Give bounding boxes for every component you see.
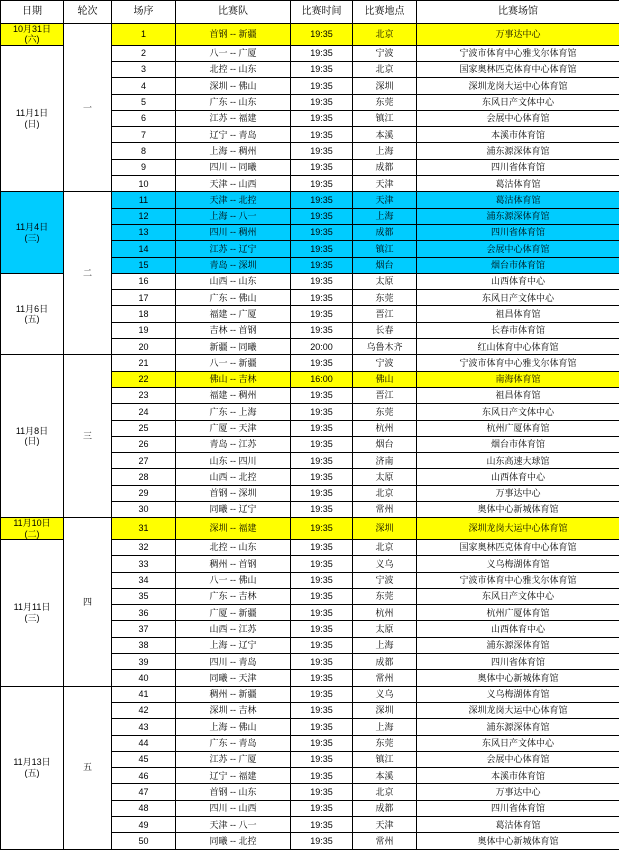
time-cell: 19:35 — [291, 322, 353, 338]
teams-cell: 辽宁 -- 福建 — [176, 768, 291, 784]
game-no-cell: 18 — [112, 306, 176, 322]
venue-cell: 义乌梅湖体育馆 — [417, 556, 619, 572]
game-no-cell: 21 — [112, 355, 176, 371]
venue-cell: 奥体中心新城体育馆 — [417, 833, 619, 849]
teams-cell: 江苏 -- 福建 — [176, 110, 291, 126]
teams-cell: 八一 -- 佛山 — [176, 572, 291, 588]
place-cell: 长春 — [353, 322, 417, 338]
game-no-cell: 45 — [112, 751, 176, 767]
game-no-cell: 7 — [112, 127, 176, 143]
time-cell: 19:35 — [291, 485, 353, 501]
header-game-no: 场序 — [112, 1, 176, 24]
place-cell: 北京 — [353, 784, 417, 800]
game-no-cell: 31 — [112, 518, 176, 540]
time-cell: 19:35 — [291, 273, 353, 289]
venue-cell: 葛沽体育馆 — [417, 817, 619, 833]
time-cell: 19:35 — [291, 654, 353, 670]
place-cell: 成都 — [353, 654, 417, 670]
place-cell: 镇江 — [353, 110, 417, 126]
place-cell: 深圳 — [353, 702, 417, 718]
venue-cell: 本溪市体育馆 — [417, 127, 619, 143]
teams-cell: 上海 -- 八一 — [176, 208, 291, 224]
round-cell: 四 — [64, 518, 112, 686]
place-cell: 义乌 — [353, 686, 417, 702]
teams-cell: 天津 -- 八一 — [176, 817, 291, 833]
teams-cell: 深圳 -- 吉林 — [176, 702, 291, 718]
time-cell: 19:35 — [291, 784, 353, 800]
teams-cell: 广东 -- 佛山 — [176, 290, 291, 306]
place-cell: 常州 — [353, 670, 417, 686]
venue-cell: 宁波市体育中心雅戈尔体育馆 — [417, 45, 619, 61]
date-cell: 11月4日 (三) — [1, 192, 64, 273]
place-cell: 天津 — [353, 176, 417, 192]
game-no-cell: 5 — [112, 94, 176, 110]
teams-cell: 上海 -- 稠州 — [176, 143, 291, 159]
teams-cell: 天津 -- 北控 — [176, 192, 291, 208]
teams-cell: 北控 -- 山东 — [176, 61, 291, 77]
place-cell: 常州 — [353, 833, 417, 849]
game-no-cell: 34 — [112, 572, 176, 588]
venue-cell: 山东高速大球馆 — [417, 453, 619, 469]
teams-cell: 广东 -- 山东 — [176, 94, 291, 110]
time-cell: 20:00 — [291, 339, 353, 355]
venue-cell: 会展中心体育馆 — [417, 241, 619, 257]
time-cell: 19:35 — [291, 61, 353, 77]
teams-cell: 四川 -- 同曦 — [176, 159, 291, 175]
game-no-cell: 12 — [112, 208, 176, 224]
game-no-cell: 30 — [112, 502, 176, 518]
time-cell: 19:35 — [291, 306, 353, 322]
place-cell: 本溪 — [353, 768, 417, 784]
time-cell: 19:35 — [291, 572, 353, 588]
game-no-cell: 1 — [112, 24, 176, 46]
teams-cell: 广东 -- 吉林 — [176, 588, 291, 604]
teams-cell: 青岛 -- 江苏 — [176, 436, 291, 452]
game-no-cell: 36 — [112, 605, 176, 621]
game-no-cell: 40 — [112, 670, 176, 686]
teams-cell: 首钢 -- 山东 — [176, 784, 291, 800]
game-no-cell: 15 — [112, 257, 176, 273]
place-cell: 义乌 — [353, 556, 417, 572]
venue-cell: 祖昌体育馆 — [417, 387, 619, 403]
place-cell: 太原 — [353, 469, 417, 485]
place-cell: 杭州 — [353, 420, 417, 436]
venue-cell: 四川省体育馆 — [417, 800, 619, 816]
teams-cell: 同曦 -- 北控 — [176, 833, 291, 849]
time-cell: 19:35 — [291, 127, 353, 143]
time-cell: 19:35 — [291, 502, 353, 518]
time-cell: 19:35 — [291, 556, 353, 572]
place-cell: 上海 — [353, 637, 417, 653]
venue-cell: 葛沽体育馆 — [417, 192, 619, 208]
header-date: 日期 — [1, 1, 64, 24]
time-cell: 19:35 — [291, 817, 353, 833]
venue-cell: 东风日产文体中心 — [417, 404, 619, 420]
teams-cell: 辽宁 -- 青岛 — [176, 127, 291, 143]
game-no-cell: 2 — [112, 45, 176, 61]
time-cell: 19:35 — [291, 208, 353, 224]
teams-cell: 深圳 -- 福建 — [176, 518, 291, 540]
teams-cell: 天津 -- 山西 — [176, 176, 291, 192]
place-cell: 上海 — [353, 208, 417, 224]
round-cell: 二 — [64, 192, 112, 355]
game-no-cell: 22 — [112, 371, 176, 387]
teams-cell: 青岛 -- 深圳 — [176, 257, 291, 273]
teams-cell: 四川 -- 山西 — [176, 800, 291, 816]
header-teams: 比赛队 — [176, 1, 291, 24]
time-cell: 19:35 — [291, 110, 353, 126]
time-cell: 16:00 — [291, 371, 353, 387]
place-cell: 东莞 — [353, 290, 417, 306]
venue-cell: 奥体中心新城体育馆 — [417, 670, 619, 686]
game-no-cell: 41 — [112, 686, 176, 702]
venue-cell: 葛沽体育馆 — [417, 176, 619, 192]
venue-cell: 烟台市体育馆 — [417, 436, 619, 452]
game-no-cell: 16 — [112, 273, 176, 289]
teams-cell: 江苏 -- 广厦 — [176, 751, 291, 767]
time-cell: 19:35 — [291, 192, 353, 208]
date-cell: 11月8日 (日) — [1, 355, 64, 518]
game-no-cell: 24 — [112, 404, 176, 420]
game-no-cell: 23 — [112, 387, 176, 403]
time-cell: 19:35 — [291, 355, 353, 371]
place-cell: 北京 — [353, 539, 417, 555]
time-cell: 19:35 — [291, 751, 353, 767]
time-cell: 19:35 — [291, 719, 353, 735]
venue-cell: 红山体育中心体育馆 — [417, 339, 619, 355]
table-body — [1, 24, 619, 850]
place-cell: 宁波 — [353, 45, 417, 61]
game-no-cell: 13 — [112, 224, 176, 240]
venue-cell: 东风日产文体中心 — [417, 94, 619, 110]
game-no-cell: 43 — [112, 719, 176, 735]
place-cell: 烟台 — [353, 257, 417, 273]
venue-cell: 万事达中心 — [417, 24, 619, 46]
place-cell: 天津 — [353, 192, 417, 208]
place-cell: 成都 — [353, 224, 417, 240]
time-cell: 19:35 — [291, 143, 353, 159]
place-cell: 东莞 — [353, 588, 417, 604]
game-no-cell: 8 — [112, 143, 176, 159]
time-cell: 19:35 — [291, 605, 353, 621]
time-cell: 19:35 — [291, 735, 353, 751]
time-cell: 19:35 — [291, 176, 353, 192]
time-cell: 19:35 — [291, 768, 353, 784]
place-cell: 烟台 — [353, 436, 417, 452]
place-cell: 镇江 — [353, 241, 417, 257]
teams-cell: 新疆 -- 同曦 — [176, 339, 291, 355]
time-cell: 19:35 — [291, 833, 353, 849]
venue-cell: 浦东源深体育馆 — [417, 719, 619, 735]
place-cell: 成都 — [353, 159, 417, 175]
time-cell: 19:35 — [291, 241, 353, 257]
teams-cell: 广厦 -- 天津 — [176, 420, 291, 436]
venue-cell: 义乌梅湖体育馆 — [417, 686, 619, 702]
game-no-cell: 28 — [112, 469, 176, 485]
time-cell: 19:35 — [291, 257, 353, 273]
game-no-cell: 37 — [112, 621, 176, 637]
venue-cell: 祖昌体育馆 — [417, 306, 619, 322]
round-cell: 五 — [64, 686, 112, 849]
venue-cell: 国家奥林匹克体育中心体育馆 — [417, 61, 619, 77]
venue-cell: 本溪市体育馆 — [417, 768, 619, 784]
place-cell: 成都 — [353, 800, 417, 816]
time-cell: 19:35 — [291, 78, 353, 94]
game-no-cell: 4 — [112, 78, 176, 94]
teams-cell: 稠州 -- 首钢 — [176, 556, 291, 572]
venue-cell: 四川省体育馆 — [417, 654, 619, 670]
header-venue: 比赛场馆 — [417, 1, 619, 24]
place-cell: 常州 — [353, 502, 417, 518]
venue-cell: 长春市体育馆 — [417, 322, 619, 338]
place-cell: 北京 — [353, 61, 417, 77]
game-no-cell: 6 — [112, 110, 176, 126]
game-no-cell: 35 — [112, 588, 176, 604]
header-row — [1, 1, 619, 24]
time-cell: 19:35 — [291, 224, 353, 240]
place-cell: 晋江 — [353, 306, 417, 322]
game-no-cell: 19 — [112, 322, 176, 338]
teams-cell: 广东 -- 青岛 — [176, 735, 291, 751]
teams-cell: 山东 -- 四川 — [176, 453, 291, 469]
place-cell: 乌鲁木齐 — [353, 339, 417, 355]
time-cell: 19:35 — [291, 436, 353, 452]
game-no-cell: 17 — [112, 290, 176, 306]
table-header — [1, 1, 619, 24]
place-cell: 北京 — [353, 485, 417, 501]
date-cell: 11月1日 (日) — [1, 45, 64, 192]
teams-cell: 吉林 -- 首钢 — [176, 322, 291, 338]
time-cell: 19:35 — [291, 404, 353, 420]
venue-cell: 山西体育中心 — [417, 621, 619, 637]
venue-cell: 会展中心体育馆 — [417, 110, 619, 126]
teams-cell: 上海 -- 辽宁 — [176, 637, 291, 653]
time-cell: 19:35 — [291, 588, 353, 604]
teams-cell: 福建 -- 广厦 — [176, 306, 291, 322]
table-row — [1, 686, 619, 702]
place-cell: 东莞 — [353, 404, 417, 420]
time-cell: 19:35 — [291, 686, 353, 702]
place-cell: 宁波 — [353, 355, 417, 371]
date-cell: 10月31日 (六) — [1, 24, 64, 46]
time-cell: 19:35 — [291, 702, 353, 718]
game-no-cell: 10 — [112, 176, 176, 192]
time-cell: 19:35 — [291, 800, 353, 816]
teams-cell: 首钢 -- 深圳 — [176, 485, 291, 501]
date-cell: 11月6日 (五) — [1, 273, 64, 354]
date-cell: 11月11日 (三) — [1, 539, 64, 686]
game-no-cell: 50 — [112, 833, 176, 849]
game-no-cell: 32 — [112, 539, 176, 555]
game-no-cell: 47 — [112, 784, 176, 800]
game-no-cell: 20 — [112, 339, 176, 355]
venue-cell: 山西体育中心 — [417, 273, 619, 289]
teams-cell: 山西 -- 北控 — [176, 469, 291, 485]
time-cell: 19:35 — [291, 469, 353, 485]
table-row — [1, 192, 619, 208]
game-no-cell: 42 — [112, 702, 176, 718]
game-no-cell: 26 — [112, 436, 176, 452]
venue-cell: 浦东源深体育馆 — [417, 143, 619, 159]
place-cell: 镇江 — [353, 751, 417, 767]
time-cell: 19:35 — [291, 24, 353, 46]
header-time: 比赛时间 — [291, 1, 353, 24]
teams-cell: 江苏 -- 辽宁 — [176, 241, 291, 257]
header-place: 比赛地点 — [353, 1, 417, 24]
teams-cell: 广厦 -- 新疆 — [176, 605, 291, 621]
game-no-cell: 11 — [112, 192, 176, 208]
teams-cell: 佛山 -- 吉林 — [176, 371, 291, 387]
time-cell: 19:35 — [291, 518, 353, 540]
time-cell: 19:35 — [291, 670, 353, 686]
table-row — [1, 518, 619, 540]
teams-cell: 四川 -- 稠州 — [176, 224, 291, 240]
game-no-cell: 14 — [112, 241, 176, 257]
venue-cell: 四川省体育馆 — [417, 224, 619, 240]
venue-cell: 山西体育中心 — [417, 469, 619, 485]
venue-cell: 南海体育馆 — [417, 371, 619, 387]
time-cell: 19:35 — [291, 387, 353, 403]
venue-cell: 国家奥林匹克体育中心体育馆 — [417, 539, 619, 555]
venue-cell: 万事达中心 — [417, 485, 619, 501]
game-no-cell: 27 — [112, 453, 176, 469]
time-cell: 19:35 — [291, 94, 353, 110]
place-cell: 上海 — [353, 719, 417, 735]
venue-cell: 东风日产文体中心 — [417, 588, 619, 604]
game-no-cell: 29 — [112, 485, 176, 501]
venue-cell: 烟台市体育馆 — [417, 257, 619, 273]
game-no-cell: 46 — [112, 768, 176, 784]
venue-cell: 宁波市体育中心雅戈尔体育馆 — [417, 355, 619, 371]
game-no-cell: 9 — [112, 159, 176, 175]
venue-cell: 深圳龙岗大运中心体育馆 — [417, 702, 619, 718]
teams-cell: 首钢 -- 新疆 — [176, 24, 291, 46]
teams-cell: 上海 -- 佛山 — [176, 719, 291, 735]
teams-cell: 同曦 -- 辽宁 — [176, 502, 291, 518]
place-cell: 佛山 — [353, 371, 417, 387]
venue-cell: 浦东源深体育馆 — [417, 208, 619, 224]
venue-cell: 杭州广厦体育馆 — [417, 605, 619, 621]
time-cell: 19:35 — [291, 621, 353, 637]
teams-cell: 八一 -- 新疆 — [176, 355, 291, 371]
teams-cell: 四川 -- 青岛 — [176, 654, 291, 670]
venue-cell: 奥体中心新城体育馆 — [417, 502, 619, 518]
date-cell: 11月10日 (二) — [1, 518, 64, 540]
game-no-cell: 3 — [112, 61, 176, 77]
teams-cell: 稠州 -- 新疆 — [176, 686, 291, 702]
teams-cell: 北控 -- 山东 — [176, 539, 291, 555]
place-cell: 杭州 — [353, 605, 417, 621]
teams-cell: 同曦 -- 天津 — [176, 670, 291, 686]
time-cell: 19:35 — [291, 637, 353, 653]
date-cell: 11月13日 (五) — [1, 686, 64, 849]
game-no-cell: 48 — [112, 800, 176, 816]
game-no-cell: 49 — [112, 817, 176, 833]
place-cell: 东莞 — [353, 735, 417, 751]
place-cell: 深圳 — [353, 78, 417, 94]
time-cell: 19:35 — [291, 159, 353, 175]
venue-cell: 东风日产文体中心 — [417, 735, 619, 751]
game-no-cell: 33 — [112, 556, 176, 572]
venue-cell: 深圳龙岗大运中心体育馆 — [417, 518, 619, 540]
table-row — [1, 24, 619, 46]
venue-cell: 深圳龙岗大运中心体育馆 — [417, 78, 619, 94]
time-cell: 19:35 — [291, 45, 353, 61]
teams-cell: 深圳 -- 佛山 — [176, 78, 291, 94]
round-cell: 三 — [64, 355, 112, 518]
teams-cell: 山西 -- 山东 — [176, 273, 291, 289]
venue-cell: 浦东源深体育馆 — [417, 637, 619, 653]
round-cell: 一 — [64, 24, 112, 192]
place-cell: 北京 — [353, 24, 417, 46]
place-cell: 上海 — [353, 143, 417, 159]
place-cell: 晋江 — [353, 387, 417, 403]
game-no-cell: 25 — [112, 420, 176, 436]
time-cell: 19:35 — [291, 539, 353, 555]
venue-cell: 杭州广厦体育馆 — [417, 420, 619, 436]
venue-cell: 东风日产文体中心 — [417, 290, 619, 306]
game-no-cell: 38 — [112, 637, 176, 653]
teams-cell: 山西 -- 江苏 — [176, 621, 291, 637]
header-round: 轮次 — [64, 1, 112, 24]
game-no-cell: 44 — [112, 735, 176, 751]
place-cell: 济南 — [353, 453, 417, 469]
time-cell: 19:35 — [291, 420, 353, 436]
time-cell: 19:35 — [291, 453, 353, 469]
place-cell: 本溪 — [353, 127, 417, 143]
place-cell: 天津 — [353, 817, 417, 833]
teams-cell: 福建 -- 稠州 — [176, 387, 291, 403]
game-no-cell: 39 — [112, 654, 176, 670]
place-cell: 宁波 — [353, 572, 417, 588]
venue-cell: 会展中心体育馆 — [417, 751, 619, 767]
place-cell: 太原 — [353, 273, 417, 289]
venue-cell: 四川省体育馆 — [417, 159, 619, 175]
table-row — [1, 355, 619, 371]
venue-cell: 宁波市体育中心雅戈尔体育馆 — [417, 572, 619, 588]
time-cell: 19:35 — [291, 290, 353, 306]
venue-cell: 万事达中心 — [417, 784, 619, 800]
teams-cell: 广东 -- 上海 — [176, 404, 291, 420]
place-cell: 东莞 — [353, 94, 417, 110]
place-cell: 太原 — [353, 621, 417, 637]
place-cell: 深圳 — [353, 518, 417, 540]
teams-cell: 八一 -- 广厦 — [176, 45, 291, 61]
